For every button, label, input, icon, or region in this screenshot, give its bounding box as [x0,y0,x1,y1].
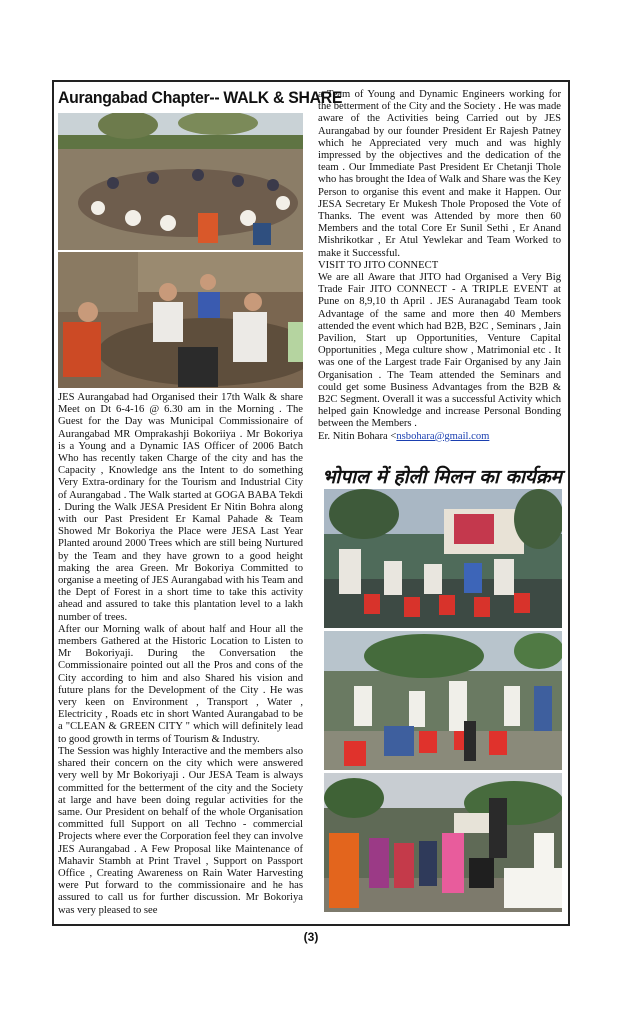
author-email-link[interactable]: nsbohara@gmail.com [396,430,490,442]
article-paragraph: a Team of Young and Dynamic Engineers working for the betterment of the City and the Society . He was made aware of the Activities being Carried out by JES Aurangabad by our founder President Er Rajesh Patney which he Appreciated very much and was highly impressed by the objectives and the dedication of the team . Our Immediate Past President Er Chetanji Thole who has brought the Idea of Walk and Share was the Key Person to organise this event and make it Happen. Our JESA Secretary Er Mukesh Thole Proposed the Vote of Thanks. The event was Attended by more then 60 Members and the total Core Er Sunil Sethi , Er Anand Mishrikotkar , Er Atul Yewlekar and Team Worked to make it Successful. [318,89,561,259]
author-name: Er. Nitin Bohara < [318,430,397,442]
jito-paragraph: We are all Aware that JITO had Organised a Very Big Trade Fair JITO CONNECT - A TRIPLE EVENT at Pune on 8,9,10 th April . JES Auranagabd Team took Advantage of the same and more then 40 Members attended the event which had B2B, B2C , Seminars , Jain Pavilion, Start up Opportunities, Venture Capital Opportunities , Mega culture show , Matrimonial etc . It was one of the Largest trade Fair Organised by any Jain Organisation . The Team attended the Seminars and could get some Business Advantages from the B2B & B2C Segment. Overall it was a successful Activity which helped gain Knowledge and increase Personal Bonding between the Members . [318,272,561,430]
article-paragraph: The Session was highly Interactive and the members also shared their concern on the city which were answered very well by Mr Bokoriyaji . Our JESA Team is always committed for the betterment of the city and the Society at large and have been doing regular activities for the same. Our President on behalf of the whole Organisation committed full Support on all Techno - commercial Projects where ever the Corporation feel they can involve JES Aurangabad . A Few Proposal like Maintenance of Mahavir Stambh at Print Travel , Support on Passport Office , Creating Awareness on Rain Water Harvesting were Put forward to the commissionaire and he has assured to call us for further discussion. Mr Bokoriya was very pleased to see [58,745,303,916]
holi-event-photo-3 [324,773,562,912]
holi-section-heading: भोपाल में होली मिलन का कार्यक्रम [322,466,562,488]
walk-group-photo [58,113,303,250]
commissioner-meeting-photo [58,252,303,388]
holi-event-photo-2 [324,631,562,770]
left-column [58,392,303,917]
jito-heading: VISIT TO JITO CONNECT [318,259,439,271]
holi-event-photo-1 [324,489,562,628]
right-column [318,89,561,443]
article-paragraph: After our Morning walk of about half and Hour all the members Gathered at the Historic Location to Listen to Mr Bokoriyaji. During the Conversation the Commissionaire pointed out all the Pros and cons of the City according to him and also Shared his vision and future plans for the Development of the City . He was very keen on Environment , Transport , Water , Electricity , Roads etc in short Wanted Aurangabad to be a "CLEAN & GREEN CITY " which will definitely lead to good growth in terms of Tourism & Industry. [58,623,303,745]
article-paragraph: JES Aurangabad had Organised their 17th Walk & share Meet on Dt 6-4-16 @ 6.30 am in the Morning . The Guest for the Day was Municipal Commissionaire of Aurangabad MR Omprakashji Bokoriiya . Mr Bokoriya is a Young and a Dynamic IAS Officer of 2006 Batch Who has recently taken Charge of the city and has the Capacity , Knowledge ans the Intent to do something Very Extra-ordinary for the Tourism and Industrial City of Aurangabad . The Walk started at GOGA BABA Tekdi . During the Walk JESA President Er Nitin Bohra along with our Past President Er Kamal Pahade & Team Showed Mr Bokoriya the Place were JESA Last Year Planted around 2000 Trees which are still being Nurtured by the Team and they have grown to a good height making the area Green. Mr Bokoriya Committed to organise a meeting of JES Aurangabad with his Team and the Dept of Forest in a short time to take this activity ahead and assured to take this plantation level to a lakh number of trees. [58,392,303,623]
page-number: (3) [303,930,319,944]
article-title: Aurangabad Chapter-- WALK & SHARE [58,88,343,107]
author-line [318,431,561,443]
